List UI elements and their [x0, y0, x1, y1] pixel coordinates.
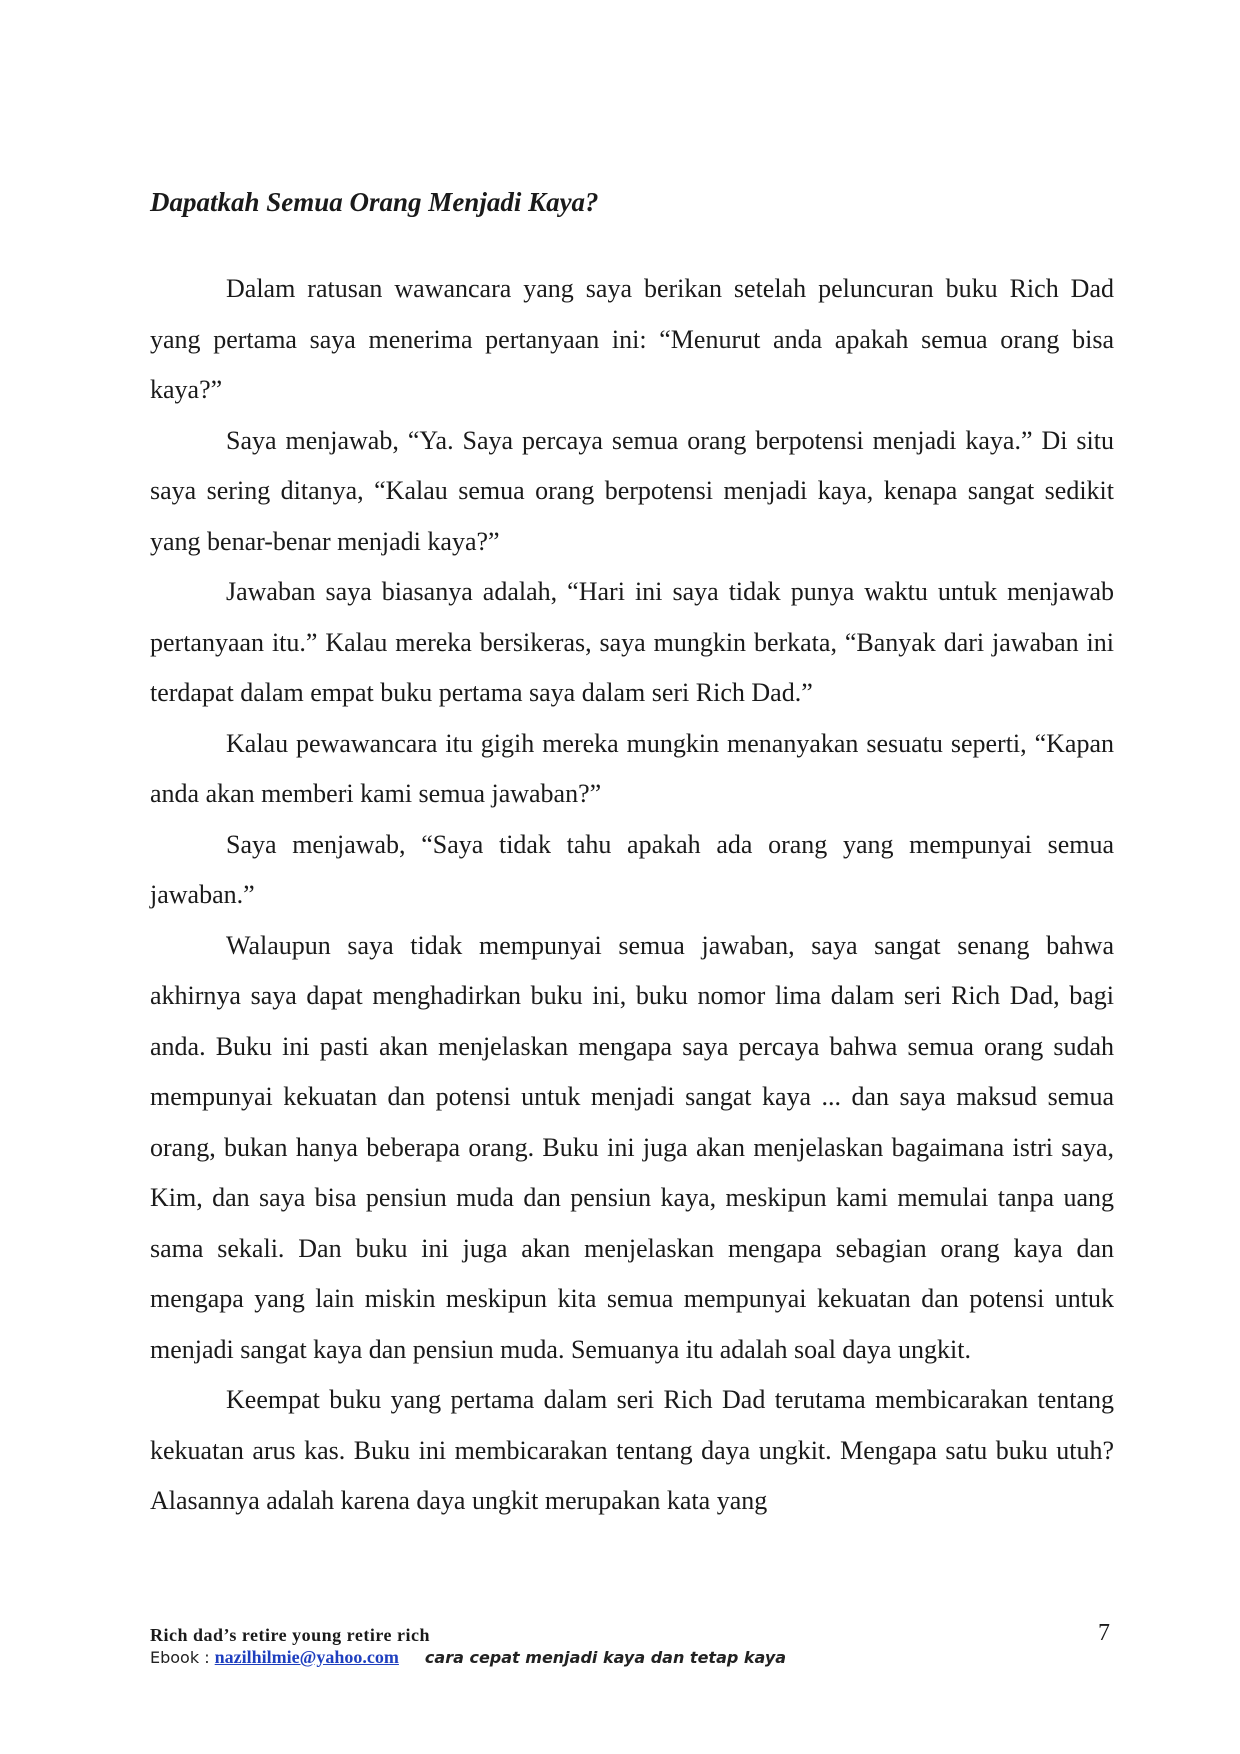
footer-tagline: cara cepat menjadi kaya dan tetap kaya: [424, 1648, 787, 1667]
footer-book-title: Rich dad’s retire young retire rich: [150, 1625, 430, 1645]
body-text: [150, 264, 1114, 1527]
ebook-label: Ebook :: [150, 1648, 215, 1667]
paragraph: Walaupun saya tidak mempunyai semua jawaban, saya sangat senang bahwa akhirnya saya dapat menghadirkan buku ini, buku nomor lima dalam seri Rich Dad, bagi anda. Buku ini pasti akan menjelaskan mengapa saya percaya bahwa semua orang sudah mempunyai kekuatan dan potensi untuk menjadi sangat kaya ... dan saya maksud semua orang, bukan hanya beberapa orang. Buku ini juga akan menjelaskan bagaimana istri saya, Kim, dan saya bisa pensiun muda dan pensiun kaya, meskipun kami memulai tanpa uang sama sekali. Dan buku ini juga akan menjelaskan mengapa sebagian orang kaya dan mengapa yang lain miskin meskipun kita semua mempunyai kekuatan dan potensi untuk menjadi sangat kaya dan pensiun muda. Semuanya itu adalah soal daya ungkit.: [150, 930, 1114, 1364]
footer-ebook-line: [150, 1647, 786, 1668]
paragraph: Jawaban saya biasanya adalah, “Hari ini saya tidak punya waktu untuk menjawab pertanyaan itu.” Kalau mereka bersikeras, saya mungkin berkata, “Banyak dari jawaban ini terdapat dalam empat buku pertama saya dalam seri Rich Dad.”: [150, 577, 1114, 707]
paragraph: Saya menjawab, “Ya. Saya percaya semua orang berpotensi menjadi kaya.” Di situ saya sering ditanya, “Kalau semua orang berpotensi menjadi kaya, kenapa sangat sedikit yang benar-benar menjadi kaya?”: [150, 425, 1114, 556]
section-heading: Dapatkah Semua Orang Menjadi Kaya?: [150, 187, 599, 217]
paragraph: Saya menjawab, “Saya tidak tahu apakah ada orang yang mempunyai semua jawaban.”: [150, 829, 1114, 909]
paragraph: Kalau pewawancara itu gigih mereka mungkin menanyakan sesuatu seperti, “Kapan anda akan memberi kami semua jawaban?”: [150, 728, 1114, 808]
page-number: 7: [1098, 1620, 1110, 1646]
paragraph: Keempat buku yang pertama dalam seri Rich Dad terutama membicarakan tentang kekuatan arus kas. Buku ini membicarakan tentang daya ungkit. Mengapa satu buku utuh? Alasannya adalah karena daya ungkit merupakan kata yang: [150, 1385, 1114, 1515]
email-link[interactable]: nazilhilmie@yahoo.com: [214, 1647, 399, 1667]
paragraph: Dalam ratusan wawancara yang saya berikan setelah peluncuran buku Rich Dad yang pertama saya menerima pertanyaan ini: “Menurut anda apakah semua orang bisa kaya?”: [150, 274, 1114, 404]
